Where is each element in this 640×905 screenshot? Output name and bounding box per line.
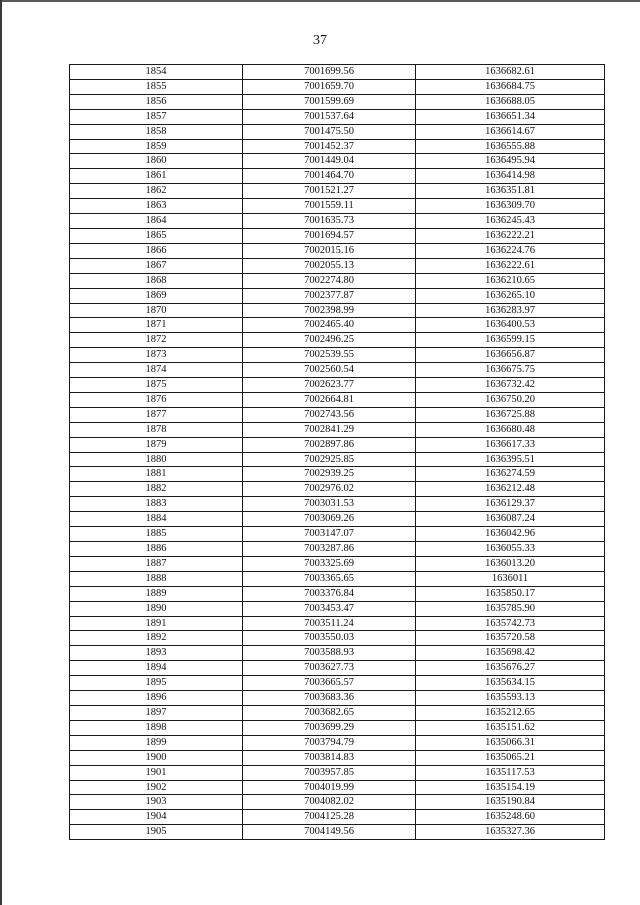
x-coordinate-cell: 7002274.80	[243, 273, 416, 288]
table-row	[70, 214, 605, 229]
point-number-cell: 1892	[70, 631, 243, 646]
point-number-cell: 1861	[70, 169, 243, 184]
x-coordinate-cell: 7001599.69	[243, 94, 416, 109]
y-coordinate-cell: 1636129.37	[416, 497, 605, 512]
y-coordinate-cell: 1635785.90	[416, 601, 605, 616]
coordinates-table-body	[70, 65, 605, 840]
scan-edge-top	[0, 0, 640, 2]
y-coordinate-cell: 1636265.10	[416, 288, 605, 303]
point-number-cell: 1858	[70, 124, 243, 139]
y-coordinate-cell: 1636414.98	[416, 169, 605, 184]
y-coordinate-cell: 1636732.42	[416, 378, 605, 393]
x-coordinate-cell: 7003627.73	[243, 661, 416, 676]
y-coordinate-cell: 1636555.88	[416, 139, 605, 154]
table-row	[70, 124, 605, 139]
point-number-cell: 1860	[70, 154, 243, 169]
x-coordinate-cell: 7002496.25	[243, 333, 416, 348]
x-coordinate-cell: 7003511.24	[243, 616, 416, 631]
y-coordinate-cell: 1636675.75	[416, 363, 605, 378]
table-row	[70, 199, 605, 214]
y-coordinate-cell: 1635634.15	[416, 676, 605, 691]
table-row	[70, 288, 605, 303]
x-coordinate-cell: 7003325.69	[243, 556, 416, 571]
y-coordinate-cell: 1636222.61	[416, 258, 605, 273]
table-row	[70, 184, 605, 199]
x-coordinate-cell: 7004125.28	[243, 810, 416, 825]
point-number-cell: 1898	[70, 720, 243, 735]
y-coordinate-cell: 1636725.88	[416, 407, 605, 422]
point-number-cell: 1894	[70, 661, 243, 676]
table-row	[70, 452, 605, 467]
x-coordinate-cell: 7001449.04	[243, 154, 416, 169]
scan-edge-left	[0, 0, 2, 905]
table-row	[70, 542, 605, 557]
x-coordinate-cell: 7003682.65	[243, 705, 416, 720]
y-coordinate-cell: 1636651.34	[416, 109, 605, 124]
y-coordinate-cell: 1636042.96	[416, 527, 605, 542]
point-number-cell: 1881	[70, 467, 243, 482]
table-row	[70, 422, 605, 437]
table-row	[70, 512, 605, 527]
table-row	[70, 243, 605, 258]
y-coordinate-cell: 1636011	[416, 571, 605, 586]
point-number-cell: 1903	[70, 795, 243, 810]
point-number-cell: 1888	[70, 571, 243, 586]
x-coordinate-cell: 7004082.02	[243, 795, 416, 810]
x-coordinate-cell: 7001559.11	[243, 199, 416, 214]
x-coordinate-cell: 7001699.56	[243, 65, 416, 80]
point-number-cell: 1854	[70, 65, 243, 80]
table-row	[70, 318, 605, 333]
x-coordinate-cell: 7003957.85	[243, 765, 416, 780]
table-row	[70, 407, 605, 422]
point-number-cell: 1873	[70, 348, 243, 363]
point-number-cell: 1862	[70, 184, 243, 199]
y-coordinate-cell: 1636682.61	[416, 65, 605, 80]
x-coordinate-cell: 7003550.03	[243, 631, 416, 646]
point-number-cell: 1895	[70, 676, 243, 691]
x-coordinate-cell: 7003069.26	[243, 512, 416, 527]
table-row	[70, 273, 605, 288]
table-row	[70, 378, 605, 393]
point-number-cell: 1893	[70, 646, 243, 661]
x-coordinate-cell: 7001452.37	[243, 139, 416, 154]
x-coordinate-cell: 7002743.56	[243, 407, 416, 422]
point-number-cell: 1889	[70, 586, 243, 601]
table-row	[70, 691, 605, 706]
y-coordinate-cell: 1635720.58	[416, 631, 605, 646]
point-number-cell: 1890	[70, 601, 243, 616]
table-row	[70, 616, 605, 631]
table-row	[70, 79, 605, 94]
table-row	[70, 363, 605, 378]
x-coordinate-cell: 7003665.57	[243, 676, 416, 691]
x-coordinate-cell: 7001694.57	[243, 228, 416, 243]
table-row	[70, 810, 605, 825]
x-coordinate-cell: 7002925.85	[243, 452, 416, 467]
y-coordinate-cell: 1636680.48	[416, 422, 605, 437]
y-coordinate-cell: 1635212.65	[416, 705, 605, 720]
x-coordinate-cell: 7004019.99	[243, 780, 416, 795]
table-row	[70, 720, 605, 735]
point-number-cell: 1878	[70, 422, 243, 437]
x-coordinate-cell: 7003147.07	[243, 527, 416, 542]
y-coordinate-cell: 1635327.36	[416, 825, 605, 840]
coordinates-table	[69, 64, 605, 840]
point-number-cell: 1870	[70, 303, 243, 318]
x-coordinate-cell: 7002939.25	[243, 467, 416, 482]
point-number-cell: 1897	[70, 705, 243, 720]
point-number-cell: 1866	[70, 243, 243, 258]
y-coordinate-cell: 1636222.21	[416, 228, 605, 243]
x-coordinate-cell: 7001635.73	[243, 214, 416, 229]
x-coordinate-cell: 7002055.13	[243, 258, 416, 273]
point-number-cell: 1877	[70, 407, 243, 422]
y-coordinate-cell: 1635066.31	[416, 735, 605, 750]
y-coordinate-cell: 1636495.94	[416, 154, 605, 169]
x-coordinate-cell: 7003365.65	[243, 571, 416, 586]
y-coordinate-cell: 1635151.62	[416, 720, 605, 735]
x-coordinate-cell: 7002015.16	[243, 243, 416, 258]
point-number-cell: 1865	[70, 228, 243, 243]
table-row	[70, 795, 605, 810]
table-row	[70, 705, 605, 720]
table-row	[70, 571, 605, 586]
point-number-cell: 1887	[70, 556, 243, 571]
table-row	[70, 154, 605, 169]
point-number-cell: 1864	[70, 214, 243, 229]
table-row	[70, 228, 605, 243]
x-coordinate-cell: 7004149.56	[243, 825, 416, 840]
table-row	[70, 825, 605, 840]
y-coordinate-cell: 1636750.20	[416, 392, 605, 407]
y-coordinate-cell: 1636224.76	[416, 243, 605, 258]
table-row	[70, 303, 605, 318]
point-number-cell: 1856	[70, 94, 243, 109]
point-number-cell: 1872	[70, 333, 243, 348]
table-row	[70, 392, 605, 407]
x-coordinate-cell: 7002897.86	[243, 437, 416, 452]
y-coordinate-cell: 1636309.70	[416, 199, 605, 214]
x-coordinate-cell: 7001659.70	[243, 79, 416, 94]
x-coordinate-cell: 7003683.36	[243, 691, 416, 706]
x-coordinate-cell: 7002398.99	[243, 303, 416, 318]
x-coordinate-cell: 7003794.79	[243, 735, 416, 750]
x-coordinate-cell: 7003031.53	[243, 497, 416, 512]
x-coordinate-cell: 7003376.84	[243, 586, 416, 601]
x-coordinate-cell: 7002976.02	[243, 482, 416, 497]
table-row	[70, 348, 605, 363]
x-coordinate-cell: 7001537.64	[243, 109, 416, 124]
point-number-cell: 1900	[70, 750, 243, 765]
y-coordinate-cell: 1636087.24	[416, 512, 605, 527]
y-coordinate-cell: 1636013.20	[416, 556, 605, 571]
point-number-cell: 1867	[70, 258, 243, 273]
y-coordinate-cell: 1636656.87	[416, 348, 605, 363]
point-number-cell: 1902	[70, 780, 243, 795]
point-number-cell: 1868	[70, 273, 243, 288]
table-row	[70, 631, 605, 646]
table-row	[70, 94, 605, 109]
table-row	[70, 65, 605, 80]
x-coordinate-cell: 7002841.29	[243, 422, 416, 437]
point-number-cell: 1904	[70, 810, 243, 825]
y-coordinate-cell: 1635154.19	[416, 780, 605, 795]
x-coordinate-cell: 7003287.86	[243, 542, 416, 557]
point-number-cell: 1880	[70, 452, 243, 467]
point-number-cell: 1891	[70, 616, 243, 631]
y-coordinate-cell: 1635117.53	[416, 765, 605, 780]
y-coordinate-cell: 1636617.33	[416, 437, 605, 452]
table-row	[70, 780, 605, 795]
table-row	[70, 109, 605, 124]
point-number-cell: 1874	[70, 363, 243, 378]
point-number-cell: 1882	[70, 482, 243, 497]
table-row	[70, 601, 605, 616]
table-row	[70, 676, 605, 691]
x-coordinate-cell: 7002560.54	[243, 363, 416, 378]
y-coordinate-cell: 1636274.59	[416, 467, 605, 482]
point-number-cell: 1883	[70, 497, 243, 512]
point-number-cell: 1859	[70, 139, 243, 154]
y-coordinate-cell: 1635065.21	[416, 750, 605, 765]
x-coordinate-cell: 7002664.81	[243, 392, 416, 407]
y-coordinate-cell: 1635698.42	[416, 646, 605, 661]
y-coordinate-cell: 1636283.97	[416, 303, 605, 318]
table-row	[70, 556, 605, 571]
y-coordinate-cell: 1635850.17	[416, 586, 605, 601]
y-coordinate-cell: 1636055.33	[416, 542, 605, 557]
y-coordinate-cell: 1636351.81	[416, 184, 605, 199]
point-number-cell: 1896	[70, 691, 243, 706]
table-row	[70, 661, 605, 676]
point-number-cell: 1885	[70, 527, 243, 542]
y-coordinate-cell: 1636688.05	[416, 94, 605, 109]
table-row	[70, 437, 605, 452]
table-row	[70, 258, 605, 273]
point-number-cell: 1871	[70, 318, 243, 333]
table-row	[70, 527, 605, 542]
point-number-cell: 1905	[70, 825, 243, 840]
x-coordinate-cell: 7003588.93	[243, 646, 416, 661]
table-row	[70, 482, 605, 497]
x-coordinate-cell: 7003453.47	[243, 601, 416, 616]
y-coordinate-cell: 1636212.48	[416, 482, 605, 497]
point-number-cell: 1876	[70, 392, 243, 407]
table-row	[70, 169, 605, 184]
point-number-cell: 1863	[70, 199, 243, 214]
y-coordinate-cell: 1636599.15	[416, 333, 605, 348]
y-coordinate-cell: 1636400.53	[416, 318, 605, 333]
table-row	[70, 586, 605, 601]
y-coordinate-cell: 1635593.13	[416, 691, 605, 706]
y-coordinate-cell: 1636245.43	[416, 214, 605, 229]
table-row	[70, 735, 605, 750]
point-number-cell: 1886	[70, 542, 243, 557]
x-coordinate-cell: 7003699.29	[243, 720, 416, 735]
table-row	[70, 497, 605, 512]
page-number: 37	[313, 33, 327, 48]
point-number-cell: 1901	[70, 765, 243, 780]
y-coordinate-cell: 1635248.60	[416, 810, 605, 825]
point-number-cell: 1875	[70, 378, 243, 393]
point-number-cell: 1879	[70, 437, 243, 452]
x-coordinate-cell: 7002465.40	[243, 318, 416, 333]
y-coordinate-cell: 1636210.65	[416, 273, 605, 288]
y-coordinate-cell: 1635676.27	[416, 661, 605, 676]
table-row	[70, 646, 605, 661]
x-coordinate-cell: 7002377.87	[243, 288, 416, 303]
x-coordinate-cell: 7003814.83	[243, 750, 416, 765]
x-coordinate-cell: 7002623.77	[243, 378, 416, 393]
table-row	[70, 467, 605, 482]
point-number-cell: 1899	[70, 735, 243, 750]
y-coordinate-cell: 1636614.67	[416, 124, 605, 139]
x-coordinate-cell: 7001464.70	[243, 169, 416, 184]
table-row	[70, 139, 605, 154]
point-number-cell: 1884	[70, 512, 243, 527]
table-row	[70, 333, 605, 348]
point-number-cell: 1869	[70, 288, 243, 303]
y-coordinate-cell: 1635742.73	[416, 616, 605, 631]
y-coordinate-cell: 1635190.84	[416, 795, 605, 810]
point-number-cell: 1857	[70, 109, 243, 124]
x-coordinate-cell: 7001521.27	[243, 184, 416, 199]
x-coordinate-cell: 7001475.50	[243, 124, 416, 139]
y-coordinate-cell: 1636684.75	[416, 79, 605, 94]
table-row	[70, 765, 605, 780]
point-number-cell: 1855	[70, 79, 243, 94]
x-coordinate-cell: 7002539.55	[243, 348, 416, 363]
y-coordinate-cell: 1636395.51	[416, 452, 605, 467]
table-row	[70, 750, 605, 765]
